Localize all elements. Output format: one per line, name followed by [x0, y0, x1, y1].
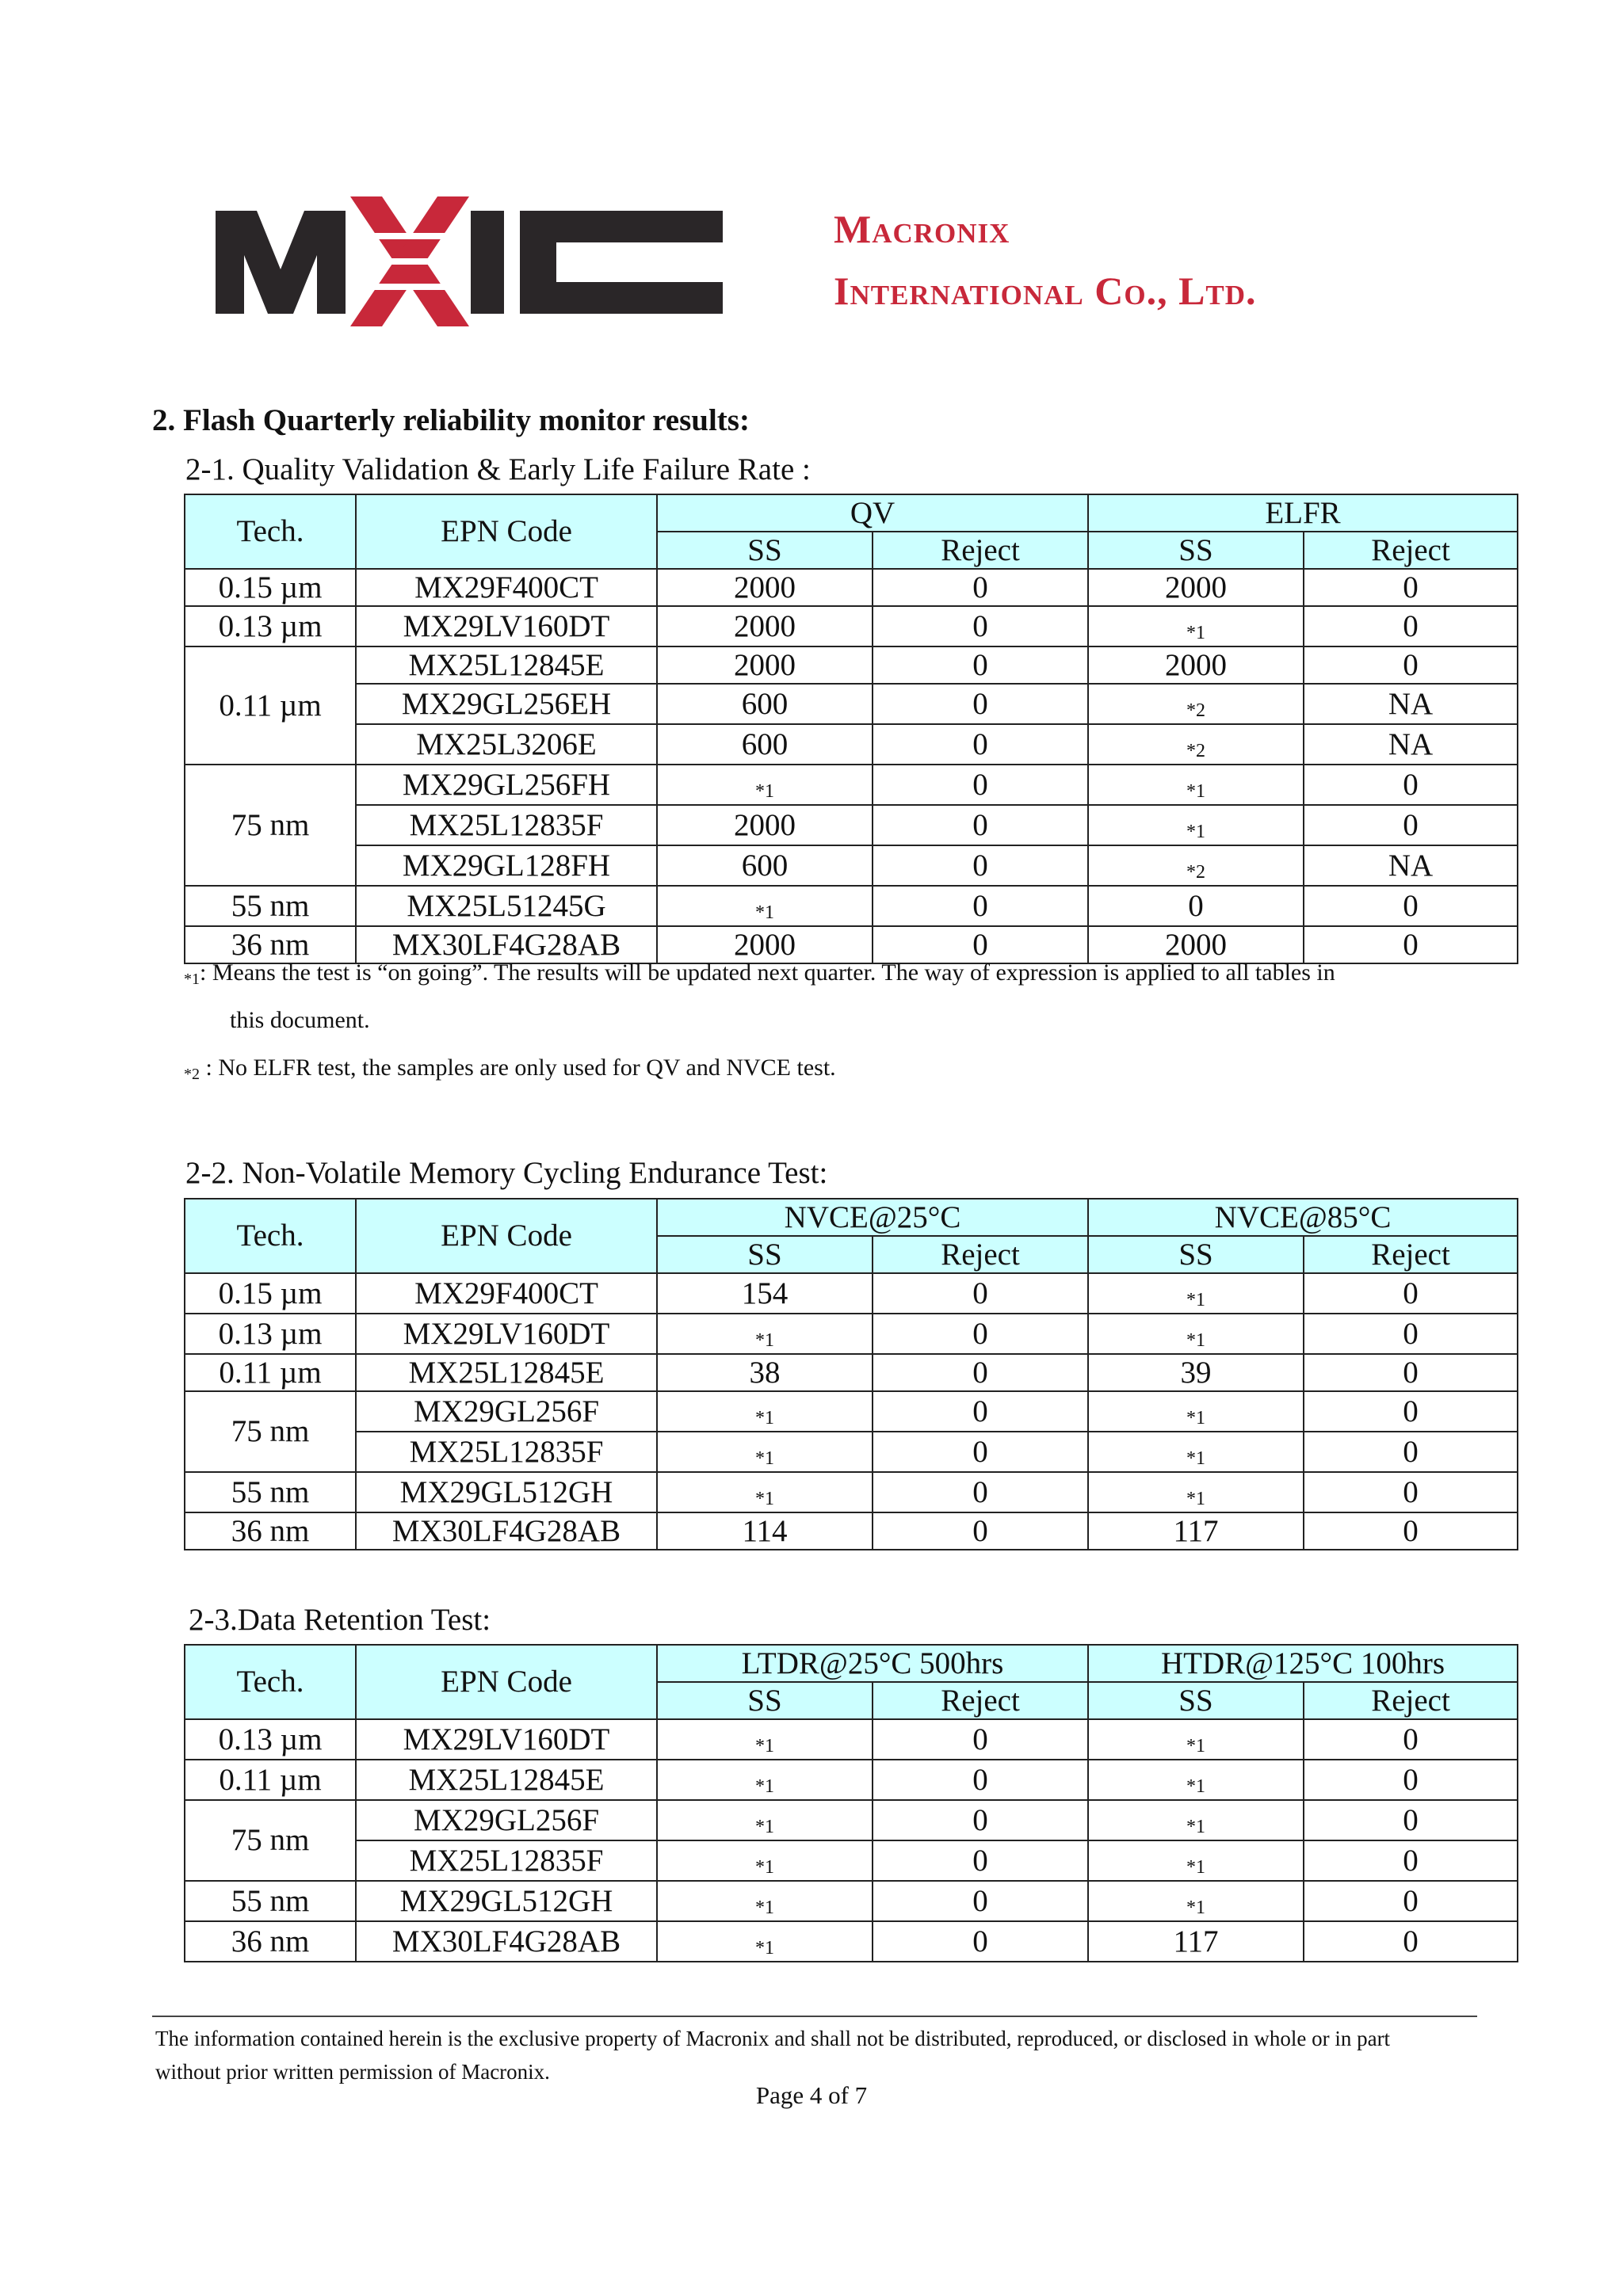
table-row: [185, 684, 1518, 724]
cell-ss-1: 2000: [657, 569, 873, 606]
footnote-mark: *1: [755, 1330, 774, 1351]
table-row: [185, 1760, 1518, 1800]
header-row: [185, 494, 1518, 532]
cell-epn: MX29GL256FH: [356, 765, 657, 805]
cell-tech: 0.13 µm: [185, 1719, 356, 1760]
col-header-tech: Tech.: [185, 1199, 356, 1273]
cell-reject-2: 0: [1304, 646, 1518, 684]
cell-reject-2: 0: [1304, 1432, 1518, 1472]
cell-ss-1: 38: [657, 1354, 873, 1391]
cell-ss-1: 114: [657, 1512, 873, 1550]
cell-reject-1: 0: [873, 1512, 1088, 1550]
col-header-reject: Reject: [873, 1682, 1088, 1719]
cell-reject-2: NA: [1304, 845, 1518, 886]
cell-epn: MX25L12845E: [356, 1354, 657, 1391]
footnote-mark: *1: [1186, 1736, 1205, 1756]
cell-epn: MX29GL256F: [356, 1391, 657, 1432]
cell-tech: 75 nm: [185, 1800, 356, 1881]
company-line-2: International Co., Ltd.: [834, 269, 1257, 313]
cell-reject-1: 0: [873, 1840, 1088, 1881]
cell-ss-2: [1088, 1760, 1304, 1800]
footnote-mark: *1: [755, 902, 774, 923]
col-group-1: NVCE@25°C: [657, 1199, 1088, 1236]
col-header-reject: Reject: [1304, 1236, 1518, 1273]
footnote-mark: *2: [1186, 862, 1205, 883]
cell-ss-2: 2000: [1088, 646, 1304, 684]
table-row: [185, 765, 1518, 805]
cell-tech: 0.15 µm: [185, 569, 356, 606]
company-name: [834, 198, 1436, 322]
footer-disclaimer: [155, 2022, 1487, 2088]
cell-reject-1: 0: [873, 646, 1088, 684]
footnote-mark: *1: [755, 1776, 774, 1797]
cell-reject-1: 0: [873, 684, 1088, 724]
cell-epn: MX25L3206E: [356, 724, 657, 765]
cell-ss-1: [657, 1719, 873, 1760]
cell-reject-1: 0: [873, 1760, 1088, 1800]
note-2-mark: *2: [184, 1066, 200, 1083]
cell-epn: MX25L51245G: [356, 886, 657, 926]
cell-ss-1: [657, 1314, 873, 1354]
note-1-mark: *1: [184, 971, 200, 988]
cell-epn: MX25L12835F: [356, 1432, 657, 1472]
cell-ss-1: [657, 1391, 873, 1432]
cell-epn: MX25L12835F: [356, 805, 657, 845]
cell-ss-1: 600: [657, 724, 873, 765]
table-row: [185, 1391, 1518, 1432]
cell-reject-1: 0: [873, 1472, 1088, 1512]
footnote-mark: *1: [1186, 1776, 1205, 1797]
cell-reject-1: 0: [873, 1881, 1088, 1921]
col-header-epn: EPN Code: [356, 494, 657, 569]
table-row: [185, 1354, 1518, 1391]
cell-reject-2: 0: [1304, 1472, 1518, 1512]
table-row: [185, 646, 1518, 684]
table-row: [185, 886, 1518, 926]
cell-reject-2: 0: [1304, 886, 1518, 926]
cell-tech: 36 nm: [185, 1921, 356, 1962]
cell-ss-1: [657, 1760, 873, 1800]
cell-ss-1: [657, 1881, 873, 1921]
col-header-epn: EPN Code: [356, 1645, 657, 1719]
cell-reject-1: 0: [873, 1314, 1088, 1354]
cell-tech: 36 nm: [185, 1512, 356, 1550]
nvce-table: [184, 1198, 1518, 1550]
cell-ss-2: [1088, 1472, 1304, 1512]
cell-tech: 55 nm: [185, 886, 356, 926]
footnote-mark: *1: [755, 781, 774, 802]
cell-ss-2: [1088, 684, 1304, 724]
cell-ss-1: [657, 1800, 873, 1840]
footnote-mark: *1: [755, 1857, 774, 1878]
col-header-ss: SS: [1088, 1236, 1304, 1273]
footnote-mark: *1: [1186, 1897, 1205, 1918]
cell-epn: MX29GL256F: [356, 1800, 657, 1840]
mxic-logo: [208, 182, 731, 341]
cell-ss-2: [1088, 1432, 1304, 1472]
cell-reject-2: 0: [1304, 765, 1518, 805]
footnote-mark: *1: [1186, 822, 1205, 842]
footnote-mark: *2: [1186, 700, 1205, 721]
cell-reject-2: 0: [1304, 1800, 1518, 1840]
col-header-reject: Reject: [1304, 1682, 1518, 1719]
table-row: [185, 1800, 1518, 1840]
company-line-1: Macronix: [834, 207, 1010, 251]
table-row: [185, 1432, 1518, 1472]
footnote-mark: *1: [755, 1938, 774, 1958]
cell-reject-2: 0: [1304, 1881, 1518, 1921]
footer-line-2: without prior written permission of Macronix.: [155, 2060, 550, 2084]
qv-elfr-table: [184, 494, 1518, 964]
table-2-title: 2-2. Non-Volatile Memory Cycling Endurance Test:: [185, 1156, 828, 1190]
table-row: [185, 724, 1518, 765]
footnote-mark: *1: [1186, 1857, 1205, 1878]
cell-ss-2: 2000: [1088, 926, 1304, 963]
note-1-cont: this document.: [230, 1007, 370, 1033]
cell-ss-1: [657, 1921, 873, 1962]
footnote-mark: *1: [1186, 1290, 1206, 1310]
cell-epn: MX30LF4G28AB: [356, 1921, 657, 1962]
footer-line-1: The information contained herein is the exclusive property of Macronix and shall not be distributed, reproduced, or disclosed in whole or in part: [155, 2027, 1391, 2050]
cell-ss-1: [657, 1432, 873, 1472]
footnote-mark: *1: [755, 1736, 774, 1756]
col-header-tech: Tech.: [185, 494, 356, 569]
footer-divider: [152, 2016, 1477, 2017]
footnote-mark: *1: [1186, 781, 1205, 802]
cell-ss-2: 2000: [1088, 569, 1304, 606]
cell-epn: MX29F400CT: [356, 1273, 657, 1314]
footnote-mark: *1: [755, 1448, 774, 1469]
footnote-mark: *1: [1186, 1448, 1206, 1469]
cell-epn: MX29GL512GH: [356, 1881, 657, 1921]
cell-tech: 55 nm: [185, 1881, 356, 1921]
col-header-epn: EPN Code: [356, 1199, 657, 1273]
table-row: [185, 1840, 1518, 1881]
note-2: [184, 1052, 836, 1086]
cell-epn: MX29GL512GH: [356, 1472, 657, 1512]
col-header-reject: Reject: [873, 532, 1088, 569]
cell-ss-1: [657, 1840, 873, 1881]
cell-ss-2: [1088, 1719, 1304, 1760]
col-header-tech: Tech.: [185, 1645, 356, 1719]
col-group-2: HTDR@125°C 100hrs: [1088, 1645, 1518, 1682]
cell-ss-2: [1088, 805, 1304, 845]
cell-reject-1: 0: [873, 1719, 1088, 1760]
cell-reject-2: 0: [1304, 606, 1518, 646]
cell-ss-2: [1088, 1273, 1304, 1314]
table-row: [185, 845, 1518, 886]
cell-ss-2: [1088, 1840, 1304, 1881]
section-title: 2. Flash Quarterly reliability monitor results:: [152, 403, 750, 437]
cell-epn: MX29LV160DT: [356, 606, 657, 646]
cell-ss-2: 117: [1088, 1512, 1304, 1550]
cell-ss-2: 39: [1088, 1354, 1304, 1391]
cell-tech: 36 nm: [185, 926, 356, 963]
cell-reject-2: 0: [1304, 1840, 1518, 1881]
table-row: [185, 569, 1518, 606]
cell-reject-2: 0: [1304, 1273, 1518, 1314]
cell-reject-2: 0: [1304, 1921, 1518, 1962]
cell-reject-1: 0: [873, 886, 1088, 926]
cell-ss-1: 2000: [657, 646, 873, 684]
cell-reject-2: 0: [1304, 1512, 1518, 1550]
cell-reject-1: 0: [873, 569, 1088, 606]
footnote-mark: *1: [755, 1489, 774, 1509]
footnote-mark: *1: [1186, 623, 1205, 643]
footnote-mark: *1: [755, 1817, 774, 1837]
cell-reject-1: 0: [873, 606, 1088, 646]
col-header-ss: SS: [657, 1682, 873, 1719]
cell-tech: 55 nm: [185, 1472, 356, 1512]
footnote-mark: *1: [1186, 1330, 1206, 1351]
cell-epn: MX29GL256EH: [356, 684, 657, 724]
cell-epn: MX30LF4G28AB: [356, 1512, 657, 1550]
cell-epn: MX30LF4G28AB: [356, 926, 657, 963]
cell-ss-2: 0: [1088, 886, 1304, 926]
cell-reject-2: 0: [1304, 1719, 1518, 1760]
table-row: [185, 1719, 1518, 1760]
cell-ss-2: [1088, 724, 1304, 765]
table-row: [185, 1314, 1518, 1354]
note-1: [184, 957, 1335, 991]
note-2-text: : No ELFR test, the samples are only used for QV and NVCE test.: [200, 1055, 836, 1081]
table-row: [185, 1921, 1518, 1962]
col-header-ss: SS: [1088, 532, 1304, 569]
col-group-2: NVCE@85°C: [1088, 1199, 1518, 1236]
cell-reject-1: 0: [873, 1273, 1088, 1314]
table-row: [185, 606, 1518, 646]
cell-ss-2: [1088, 1881, 1304, 1921]
col-header-reject: Reject: [873, 1236, 1088, 1273]
footnote-mark: *1: [1186, 1489, 1206, 1509]
cell-reject-2: 0: [1304, 1354, 1518, 1391]
table-row: [185, 1472, 1518, 1512]
cell-ss-2: [1088, 1314, 1304, 1354]
col-group-1: LTDR@25°C 500hrs: [657, 1645, 1088, 1682]
table-row: [185, 1273, 1518, 1314]
cell-reject-1: 0: [873, 1432, 1088, 1472]
footnote-mark: *1: [755, 1897, 774, 1918]
cell-reject-2: NA: [1304, 724, 1518, 765]
cell-reject-1: 0: [873, 1354, 1088, 1391]
cell-ss-1: 600: [657, 845, 873, 886]
footnote-mark: *1: [1186, 1817, 1205, 1837]
page-number: Page 4 of 7: [755, 2081, 868, 2109]
cell-tech: 75 nm: [185, 1391, 356, 1472]
cell-tech: 0.11 µm: [185, 646, 356, 765]
cell-tech: 75 nm: [185, 765, 356, 886]
cell-ss-1: 2000: [657, 606, 873, 646]
cell-reject-2: 0: [1304, 569, 1518, 606]
header-row: [185, 1199, 1518, 1236]
col-group-2: ELFR: [1088, 494, 1518, 532]
cell-reject-2: NA: [1304, 684, 1518, 724]
table-1-title: 2-1. Quality Validation & Early Life Failure Rate :: [185, 452, 811, 486]
cell-epn: MX25L12845E: [356, 646, 657, 684]
cell-epn: MX25L12835F: [356, 1840, 657, 1881]
cell-ss-2: [1088, 606, 1304, 646]
cell-reject-1: 0: [873, 765, 1088, 805]
cell-ss-1: [657, 886, 873, 926]
cell-tech: 0.13 µm: [185, 606, 356, 646]
cell-epn: MX29LV160DT: [356, 1719, 657, 1760]
cell-epn: MX29GL128FH: [356, 845, 657, 886]
table-row: [185, 1881, 1518, 1921]
cell-reject-1: 0: [873, 926, 1088, 963]
footnote-mark: *2: [1186, 741, 1205, 761]
header-row: [185, 1645, 1518, 1682]
cell-reject-1: 0: [873, 724, 1088, 765]
table-row: [185, 805, 1518, 845]
table-3-title: 2-3.Data Retention Test:: [189, 1603, 491, 1637]
cell-tech: 0.15 µm: [185, 1273, 356, 1314]
cell-ss-1: [657, 1472, 873, 1512]
cell-ss-2: 117: [1088, 1921, 1304, 1962]
table-row: [185, 1512, 1518, 1550]
cell-tech: 0.13 µm: [185, 1314, 356, 1354]
cell-ss-1: 154: [657, 1273, 873, 1314]
cell-reject-2: 0: [1304, 1391, 1518, 1432]
cell-reject-2: 0: [1304, 805, 1518, 845]
note-1-text: : Means the test is “on going”. The results will be updated next quarter. The way of expression is applied to all tables in: [200, 959, 1335, 986]
col-header-ss: SS: [657, 1236, 873, 1273]
col-header-reject: Reject: [1304, 532, 1518, 569]
footnote-mark: *1: [1186, 1408, 1206, 1428]
col-group-1: QV: [657, 494, 1088, 532]
cell-tech: 0.11 µm: [185, 1760, 356, 1800]
cell-ss-2: [1088, 1800, 1304, 1840]
cell-reject-2: 0: [1304, 926, 1518, 963]
cell-reject-1: 0: [873, 1800, 1088, 1840]
cell-reject-1: 0: [873, 1921, 1088, 1962]
cell-epn: MX25L12845E: [356, 1760, 657, 1800]
cell-ss-2: [1088, 845, 1304, 886]
cell-ss-2: [1088, 1391, 1304, 1432]
cell-tech: 0.11 µm: [185, 1354, 356, 1391]
cell-ss-1: [657, 765, 873, 805]
cell-reject-1: 0: [873, 1391, 1088, 1432]
col-header-ss: SS: [1088, 1682, 1304, 1719]
cell-reject-1: 0: [873, 805, 1088, 845]
cell-reject-2: 0: [1304, 1314, 1518, 1354]
cell-epn: MX29LV160DT: [356, 1314, 657, 1354]
footnote-mark: *1: [755, 1408, 774, 1428]
cell-ss-2: [1088, 765, 1304, 805]
cell-epn: MX29F400CT: [356, 569, 657, 606]
cell-ss-1: 600: [657, 684, 873, 724]
cell-reject-2: 0: [1304, 1760, 1518, 1800]
cell-ss-1: 2000: [657, 926, 873, 963]
data-retention-table: [184, 1644, 1518, 1962]
cell-reject-1: 0: [873, 845, 1088, 886]
col-header-ss: SS: [657, 532, 873, 569]
cell-ss-1: 2000: [657, 805, 873, 845]
